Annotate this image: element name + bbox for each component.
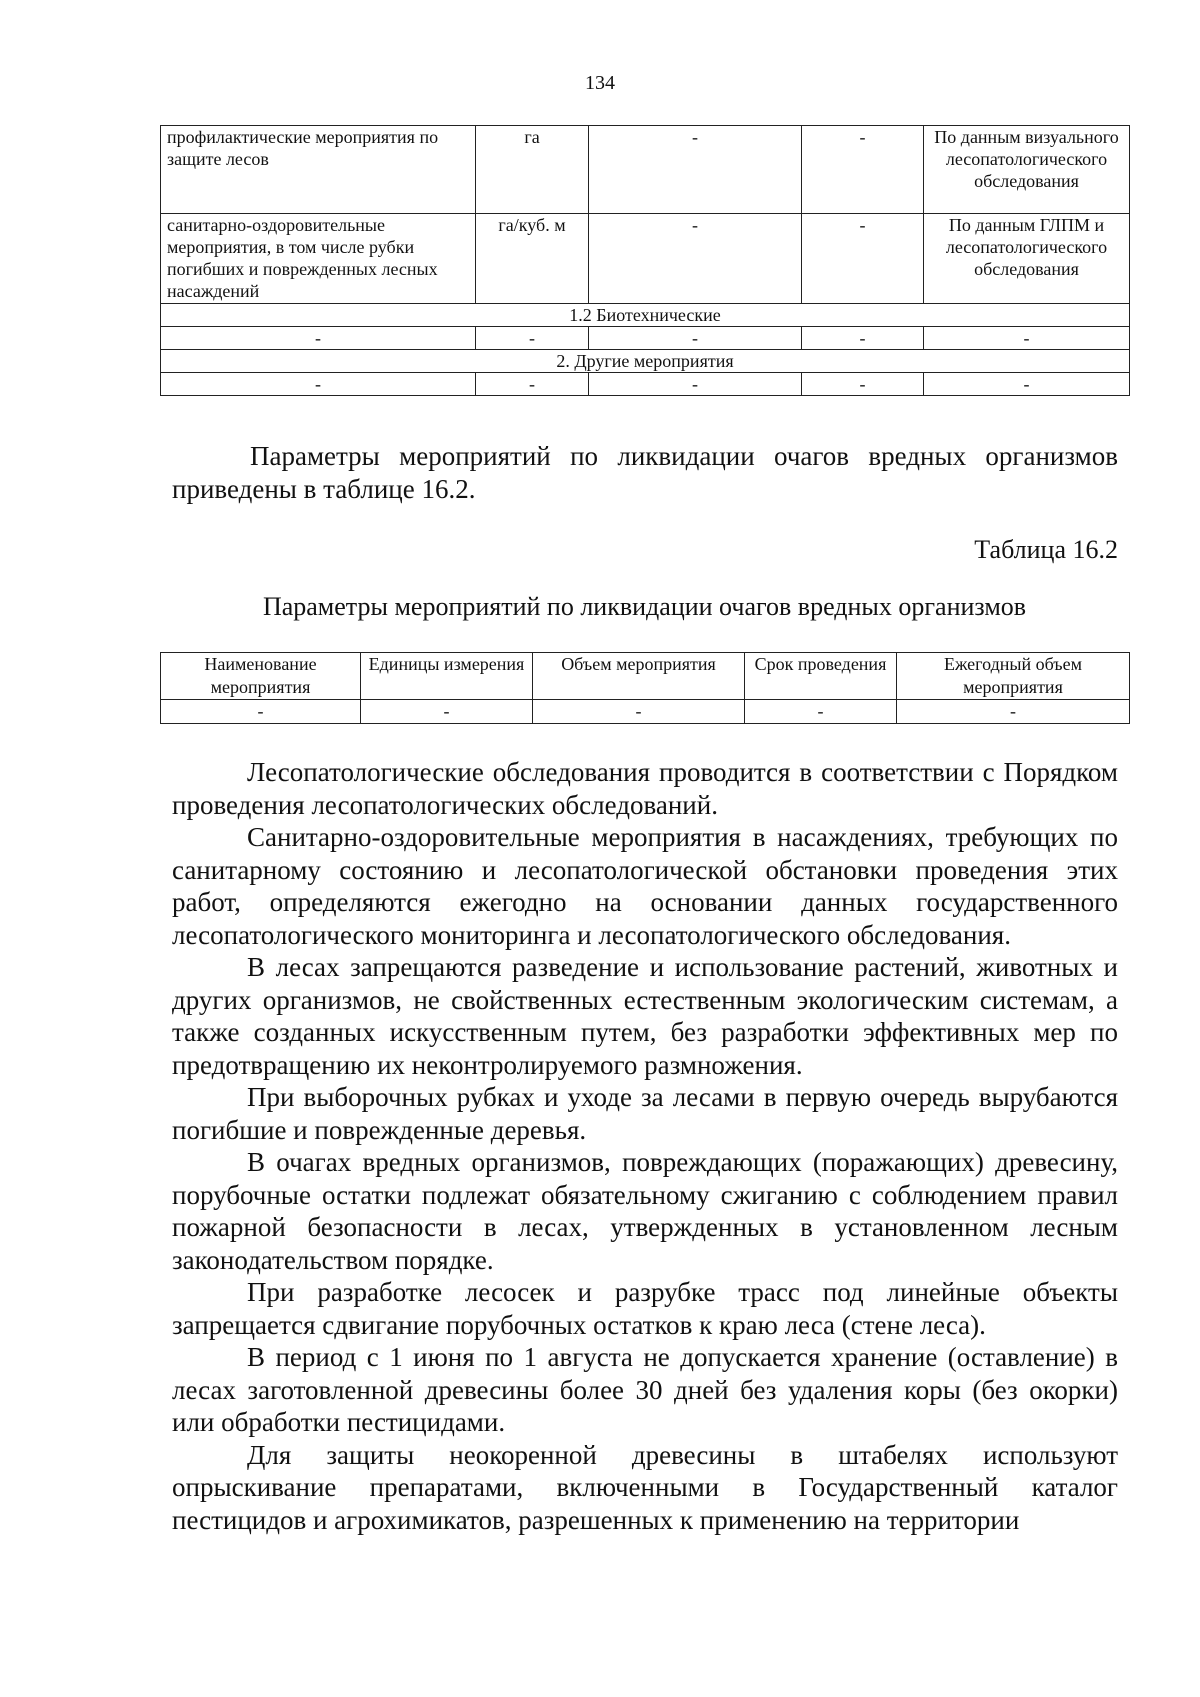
table-cell: профилактические мероприятия по защите лесов [161,126,476,214]
column-header: Срок проведения [745,653,897,700]
table-cell: - [802,214,924,304]
table-row [161,126,1130,214]
table-cell: - [589,327,802,350]
table-cell: - [476,373,589,396]
table-cell: По данным ГЛПМ и лесопатологического обследования [924,214,1130,304]
table-section-row [161,304,1130,327]
table-row [161,214,1130,304]
paragraph: В лесах запрещаются разведение и использование растений, животных и других организмов, не свойственных естественным экологическим системам, а также созданных искусственным путем, без разработки эффективных мер по предотвращению их неконтролируемого размножения. [172,952,1118,1080]
table-cell: - [802,373,924,396]
table-row [161,373,1130,396]
paragraph: Для защиты неокоренной древесины в штабелях используют опрыскивание препаратами, включенными в Государственный каталог пестицидов и агрохимикатов, разрешенных к применению на территории [172,1439,1118,1535]
table-cell: - [161,373,476,396]
paragraph: Санитарно-оздоровительные мероприятия в насаждениях, требующих по санитарному состоянию и лесопатологической обстановки проведения этих работ, определяются ежегодно на основании данных государственного лесопатологического мониторинга и лесопатологического обследования. [172,822,1118,950]
paragraph: В период с 1 июня по 1 августа не допускается хранение (оставление) в лесах заготовленной древесины более 30 дней без удаления коры (без окорки) или обработки пестицидами. [172,1342,1118,1437]
intro-paragraph: Параметры мероприятий по ликвидации очагов вредных организмов приведены в таблице 16.2. [172,441,1118,504]
section-heading-biotech: 1.2 Биотехнические [161,304,1130,327]
table-cell: га [476,126,589,214]
table-cell: - [589,214,802,304]
table-cell: - [924,327,1130,350]
page-number: 134 [585,72,615,94]
table-cell: По данным визуального лесопатологического обследования [924,126,1130,214]
pest-foci-table [160,652,1130,724]
column-header: Наименование мероприятия [161,653,361,700]
table-row [161,327,1130,350]
table-cell: - [361,700,533,724]
table-cell: - [589,126,802,214]
table-header-row [161,653,1130,700]
column-header: Ежегодный объем мероприятия [897,653,1130,700]
table-cell: - [802,327,924,350]
table-cell: - [802,126,924,214]
table-section-row [161,350,1130,373]
measures-table-continued [160,125,1130,396]
table-cell: - [161,327,476,350]
paragraph: В очагах вредных организмов, повреждающих (поражающих) древесину, порубочные остатки подлежат обязательному сжиганию с соблюдением правил пожарной безопасности в лесах, утвержденных в установленном лесным законодательством порядке. [172,1147,1118,1275]
table-cell: - [533,700,745,724]
table-cell: - [476,327,589,350]
table-cell: - [745,700,897,724]
body-text [172,756,1118,1536]
table-cell: - [589,373,802,396]
paragraph: Лесопатологические обследования проводится в соответствии с Порядком проведения лесопатологических обследований. [172,757,1118,820]
paragraph: При разработке лесосек и разрубке трасс под линейные объекты запрещается сдвигание порубочных остатков к краю леса (стене леса). [172,1277,1118,1340]
paragraph: При выборочных рубках и уходе за лесами в первую очередь вырубаются погибшие и поврежденные деревья. [172,1082,1118,1145]
column-header: Единицы измерения [361,653,533,700]
table-cell: га/куб. м [476,214,589,304]
table-cell: санитарно-оздоровительные мероприятия, в том числе рубки погибших и поврежденных лесных насаждений [161,214,476,304]
table-cell: - [161,700,361,724]
table-cell: - [897,700,1130,724]
column-header: Объем мероприятия [533,653,745,700]
table-caption: Таблица 16.2 [974,535,1118,564]
table-cell: - [924,373,1130,396]
table-row [161,700,1130,724]
section-heading-other: 2. Другие мероприятия [161,350,1130,373]
table-title: Параметры мероприятий по ликвидации очагов вредных организмов [262,592,1027,621]
